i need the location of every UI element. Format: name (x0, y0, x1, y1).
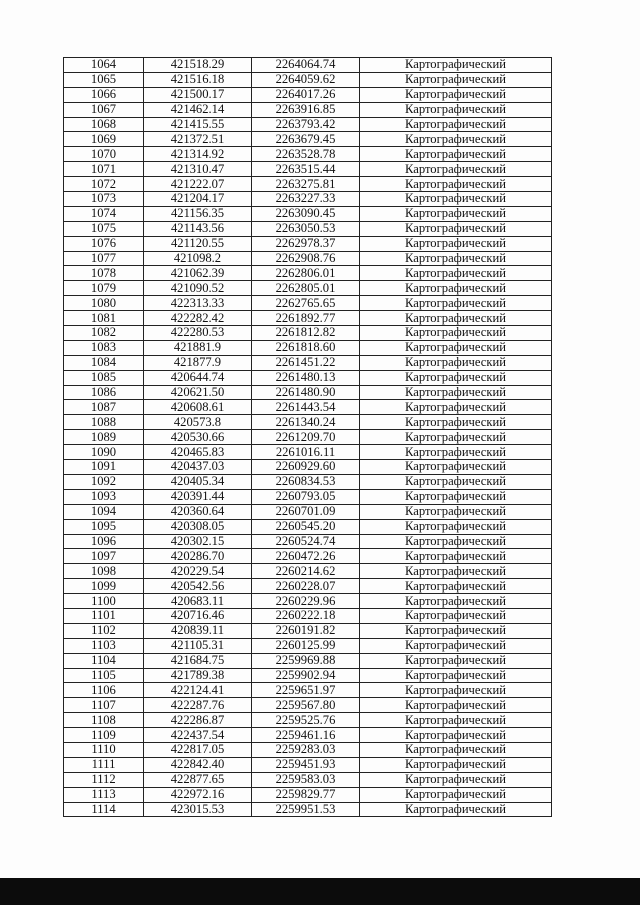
coordinates-table-body (64, 58, 552, 817)
method-cell: Картографический (360, 132, 552, 147)
method-cell: Картографический (360, 534, 552, 549)
table-row (64, 430, 552, 445)
table-row (64, 370, 552, 385)
method-cell: Картографический (360, 311, 552, 326)
y-coordinate-cell: 2264059.62 (252, 72, 360, 87)
x-coordinate-cell: 422287.76 (144, 698, 252, 713)
table-row (64, 564, 552, 579)
table-row (64, 177, 552, 192)
table-row (64, 206, 552, 221)
y-coordinate-cell: 2260524.74 (252, 534, 360, 549)
method-cell: Картографический (360, 296, 552, 311)
x-coordinate-cell: 422124.41 (144, 683, 252, 698)
table-row (64, 474, 552, 489)
x-coordinate-cell: 420465.83 (144, 445, 252, 460)
method-cell: Картографический (360, 638, 552, 653)
y-coordinate-cell: 2261340.24 (252, 415, 360, 430)
table-row (64, 102, 552, 117)
method-cell: Картографический (360, 102, 552, 117)
x-coordinate-cell: 422313.33 (144, 296, 252, 311)
point-number-cell: 1070 (64, 147, 144, 162)
method-cell: Картографический (360, 728, 552, 743)
x-coordinate-cell: 421462.14 (144, 102, 252, 117)
method-cell: Картографический (360, 177, 552, 192)
y-coordinate-cell: 2260125.99 (252, 638, 360, 653)
y-coordinate-cell: 2263227.33 (252, 192, 360, 207)
method-cell: Картографический (360, 385, 552, 400)
method-cell: Картографический (360, 370, 552, 385)
point-number-cell: 1072 (64, 177, 144, 192)
point-number-cell: 1082 (64, 326, 144, 341)
y-coordinate-cell: 2260545.20 (252, 519, 360, 534)
y-coordinate-cell: 2263090.45 (252, 206, 360, 221)
y-coordinate-cell: 2260793.05 (252, 489, 360, 504)
x-coordinate-cell: 421310.47 (144, 162, 252, 177)
y-coordinate-cell: 2264017.26 (252, 87, 360, 102)
method-cell: Картографический (360, 519, 552, 534)
method-cell: Картографический (360, 72, 552, 87)
point-number-cell: 1096 (64, 534, 144, 549)
point-number-cell: 1073 (64, 192, 144, 207)
x-coordinate-cell: 420621.50 (144, 385, 252, 400)
y-coordinate-cell: 2259567.80 (252, 698, 360, 713)
table-row (64, 653, 552, 668)
table-row (64, 787, 552, 802)
x-coordinate-cell: 421222.07 (144, 177, 252, 192)
point-number-cell: 1112 (64, 772, 144, 787)
x-coordinate-cell: 421881.9 (144, 340, 252, 355)
y-coordinate-cell: 2264064.74 (252, 58, 360, 73)
table-row (64, 87, 552, 102)
method-cell: Картографический (360, 87, 552, 102)
point-number-cell: 1098 (64, 564, 144, 579)
y-coordinate-cell: 2262908.76 (252, 251, 360, 266)
method-cell: Картографический (360, 236, 552, 251)
method-cell: Картографический (360, 564, 552, 579)
method-cell: Картографический (360, 326, 552, 341)
y-coordinate-cell: 2263515.44 (252, 162, 360, 177)
table-row (64, 72, 552, 87)
method-cell: Картографический (360, 802, 552, 817)
y-coordinate-cell: 2261892.77 (252, 311, 360, 326)
point-number-cell: 1109 (64, 728, 144, 743)
x-coordinate-cell: 421120.55 (144, 236, 252, 251)
point-number-cell: 1097 (64, 549, 144, 564)
y-coordinate-cell: 2259902.94 (252, 668, 360, 683)
x-coordinate-cell: 421518.29 (144, 58, 252, 73)
point-number-cell: 1088 (64, 415, 144, 430)
y-coordinate-cell: 2263050.53 (252, 221, 360, 236)
point-number-cell: 1113 (64, 787, 144, 802)
table-row (64, 251, 552, 266)
x-coordinate-cell: 421105.31 (144, 638, 252, 653)
point-number-cell: 1076 (64, 236, 144, 251)
x-coordinate-cell: 421156.35 (144, 206, 252, 221)
x-coordinate-cell: 420391.44 (144, 489, 252, 504)
method-cell: Картографический (360, 400, 552, 415)
point-number-cell: 1064 (64, 58, 144, 73)
point-number-cell: 1105 (64, 668, 144, 683)
point-number-cell: 1086 (64, 385, 144, 400)
method-cell: Картографический (360, 787, 552, 802)
point-number-cell: 1075 (64, 221, 144, 236)
table-row (64, 400, 552, 415)
method-cell: Картографический (360, 668, 552, 683)
y-coordinate-cell: 2260229.96 (252, 594, 360, 609)
x-coordinate-cell: 421877.9 (144, 355, 252, 370)
x-coordinate-cell: 420608.61 (144, 400, 252, 415)
y-coordinate-cell: 2260834.53 (252, 474, 360, 489)
method-cell: Картографический (360, 757, 552, 772)
y-coordinate-cell: 2261480.90 (252, 385, 360, 400)
y-coordinate-cell: 2261016.11 (252, 445, 360, 460)
y-coordinate-cell: 2262765.65 (252, 296, 360, 311)
table-row (64, 668, 552, 683)
table-row (64, 519, 552, 534)
x-coordinate-cell: 420716.46 (144, 608, 252, 623)
point-number-cell: 1083 (64, 340, 144, 355)
method-cell: Картографический (360, 742, 552, 757)
y-coordinate-cell: 2263275.81 (252, 177, 360, 192)
point-number-cell: 1111 (64, 757, 144, 772)
method-cell: Картографический (360, 623, 552, 638)
y-coordinate-cell: 2260214.62 (252, 564, 360, 579)
x-coordinate-cell: 421204.17 (144, 192, 252, 207)
point-number-cell: 1103 (64, 638, 144, 653)
table-row (64, 623, 552, 638)
table-row (64, 132, 552, 147)
x-coordinate-cell: 421143.56 (144, 221, 252, 236)
point-number-cell: 1101 (64, 608, 144, 623)
table-row (64, 192, 552, 207)
method-cell: Картографический (360, 579, 552, 594)
y-coordinate-cell: 2259951.53 (252, 802, 360, 817)
method-cell: Картографический (360, 147, 552, 162)
y-coordinate-cell: 2261480.13 (252, 370, 360, 385)
method-cell: Картографический (360, 340, 552, 355)
table-row (64, 385, 552, 400)
point-number-cell: 1079 (64, 281, 144, 296)
y-coordinate-cell: 2260472.26 (252, 549, 360, 564)
point-number-cell: 1093 (64, 489, 144, 504)
point-number-cell: 1102 (64, 623, 144, 638)
table-row (64, 742, 552, 757)
y-coordinate-cell: 2259283.03 (252, 742, 360, 757)
method-cell: Картографический (360, 713, 552, 728)
y-coordinate-cell: 2261812.82 (252, 326, 360, 341)
method-cell: Картографический (360, 608, 552, 623)
x-coordinate-cell: 420530.66 (144, 430, 252, 445)
x-coordinate-cell: 420437.03 (144, 460, 252, 475)
y-coordinate-cell: 2262806.01 (252, 266, 360, 281)
method-cell: Картографический (360, 430, 552, 445)
method-cell: Картографический (360, 415, 552, 430)
point-number-cell: 1107 (64, 698, 144, 713)
table-row (64, 281, 552, 296)
point-number-cell: 1067 (64, 102, 144, 117)
method-cell: Картографический (360, 162, 552, 177)
x-coordinate-cell: 422972.16 (144, 787, 252, 802)
y-coordinate-cell: 2263679.45 (252, 132, 360, 147)
x-coordinate-cell: 420286.70 (144, 549, 252, 564)
table-row (64, 340, 552, 355)
x-coordinate-cell: 421684.75 (144, 653, 252, 668)
point-number-cell: 1065 (64, 72, 144, 87)
point-number-cell: 1089 (64, 430, 144, 445)
table-row (64, 355, 552, 370)
y-coordinate-cell: 2260701.09 (252, 504, 360, 519)
table-row (64, 460, 552, 475)
table-row (64, 579, 552, 594)
x-coordinate-cell: 422817.05 (144, 742, 252, 757)
point-number-cell: 1068 (64, 117, 144, 132)
x-coordinate-cell: 423015.53 (144, 802, 252, 817)
table-row (64, 58, 552, 73)
coordinates-table (63, 57, 552, 817)
method-cell: Картографический (360, 445, 552, 460)
table-row (64, 221, 552, 236)
table-row (64, 683, 552, 698)
x-coordinate-cell: 421372.51 (144, 132, 252, 147)
method-cell: Картографический (360, 772, 552, 787)
table-row (64, 266, 552, 281)
table-row (64, 117, 552, 132)
method-cell: Картографический (360, 504, 552, 519)
x-coordinate-cell: 421098.2 (144, 251, 252, 266)
x-coordinate-cell: 421090.52 (144, 281, 252, 296)
point-number-cell: 1077 (64, 251, 144, 266)
x-coordinate-cell: 420573.8 (144, 415, 252, 430)
y-coordinate-cell: 2259583.03 (252, 772, 360, 787)
y-coordinate-cell: 2259969.88 (252, 653, 360, 668)
x-coordinate-cell: 421789.38 (144, 668, 252, 683)
x-coordinate-cell: 420302.15 (144, 534, 252, 549)
x-coordinate-cell: 422280.53 (144, 326, 252, 341)
point-number-cell: 1091 (64, 460, 144, 475)
method-cell: Картографический (360, 221, 552, 236)
scan-bottom-edge (0, 878, 640, 905)
table-row (64, 504, 552, 519)
table-row (64, 728, 552, 743)
point-number-cell: 1090 (64, 445, 144, 460)
point-number-cell: 1094 (64, 504, 144, 519)
y-coordinate-cell: 2261443.54 (252, 400, 360, 415)
x-coordinate-cell: 420360.64 (144, 504, 252, 519)
method-cell: Картографический (360, 683, 552, 698)
x-coordinate-cell: 421062.39 (144, 266, 252, 281)
y-coordinate-cell: 2261209.70 (252, 430, 360, 445)
table-row (64, 713, 552, 728)
method-cell: Картографический (360, 474, 552, 489)
method-cell: Картографический (360, 251, 552, 266)
x-coordinate-cell: 420405.34 (144, 474, 252, 489)
method-cell: Картографический (360, 281, 552, 296)
y-coordinate-cell: 2263793.42 (252, 117, 360, 132)
x-coordinate-cell: 421314.92 (144, 147, 252, 162)
point-number-cell: 1114 (64, 802, 144, 817)
y-coordinate-cell: 2262805.01 (252, 281, 360, 296)
y-coordinate-cell: 2260228.07 (252, 579, 360, 594)
point-number-cell: 1100 (64, 594, 144, 609)
method-cell: Картографический (360, 653, 552, 668)
table-row (64, 311, 552, 326)
x-coordinate-cell: 422877.65 (144, 772, 252, 787)
x-coordinate-cell: 420644.74 (144, 370, 252, 385)
method-cell: Картографический (360, 192, 552, 207)
y-coordinate-cell: 2260929.60 (252, 460, 360, 475)
point-number-cell: 1099 (64, 579, 144, 594)
x-coordinate-cell: 422842.40 (144, 757, 252, 772)
y-coordinate-cell: 2261818.60 (252, 340, 360, 355)
table-row (64, 594, 552, 609)
table-row (64, 489, 552, 504)
method-cell: Картографический (360, 698, 552, 713)
table-row (64, 162, 552, 177)
method-cell: Картографический (360, 355, 552, 370)
x-coordinate-cell: 420683.11 (144, 594, 252, 609)
method-cell: Картографический (360, 117, 552, 132)
point-number-cell: 1080 (64, 296, 144, 311)
point-number-cell: 1081 (64, 311, 144, 326)
x-coordinate-cell: 422282.42 (144, 311, 252, 326)
x-coordinate-cell: 420229.54 (144, 564, 252, 579)
table-row (64, 326, 552, 341)
table-row (64, 698, 552, 713)
table-row (64, 236, 552, 251)
y-coordinate-cell: 2263528.78 (252, 147, 360, 162)
method-cell: Картографический (360, 549, 552, 564)
method-cell: Картографический (360, 266, 552, 281)
y-coordinate-cell: 2260191.82 (252, 623, 360, 638)
y-coordinate-cell: 2259451.93 (252, 757, 360, 772)
x-coordinate-cell: 422437.54 (144, 728, 252, 743)
table-row (64, 772, 552, 787)
method-cell: Картографический (360, 489, 552, 504)
table-row (64, 802, 552, 817)
table-row (64, 757, 552, 772)
table-row (64, 638, 552, 653)
y-coordinate-cell: 2262978.37 (252, 236, 360, 251)
point-number-cell: 1074 (64, 206, 144, 221)
point-number-cell: 1106 (64, 683, 144, 698)
point-number-cell: 1095 (64, 519, 144, 534)
point-number-cell: 1087 (64, 400, 144, 415)
x-coordinate-cell: 420308.05 (144, 519, 252, 534)
point-number-cell: 1071 (64, 162, 144, 177)
point-number-cell: 1110 (64, 742, 144, 757)
point-number-cell: 1104 (64, 653, 144, 668)
y-coordinate-cell: 2261451.22 (252, 355, 360, 370)
table-row (64, 296, 552, 311)
method-cell: Картографический (360, 460, 552, 475)
point-number-cell: 1084 (64, 355, 144, 370)
point-number-cell: 1092 (64, 474, 144, 489)
table-row (64, 608, 552, 623)
x-coordinate-cell: 421500.17 (144, 87, 252, 102)
y-coordinate-cell: 2259525.76 (252, 713, 360, 728)
y-coordinate-cell: 2259829.77 (252, 787, 360, 802)
y-coordinate-cell: 2263916.85 (252, 102, 360, 117)
x-coordinate-cell: 422286.87 (144, 713, 252, 728)
method-cell: Картографический (360, 58, 552, 73)
x-coordinate-cell: 421415.55 (144, 117, 252, 132)
y-coordinate-cell: 2259461.16 (252, 728, 360, 743)
point-number-cell: 1078 (64, 266, 144, 281)
x-coordinate-cell: 420542.56 (144, 579, 252, 594)
method-cell: Картографический (360, 594, 552, 609)
method-cell: Картографический (360, 206, 552, 221)
point-number-cell: 1085 (64, 370, 144, 385)
x-coordinate-cell: 420839.11 (144, 623, 252, 638)
y-coordinate-cell: 2259651.97 (252, 683, 360, 698)
point-number-cell: 1108 (64, 713, 144, 728)
point-number-cell: 1066 (64, 87, 144, 102)
table-row (64, 549, 552, 564)
table-row (64, 534, 552, 549)
x-coordinate-cell: 421516.18 (144, 72, 252, 87)
table-row (64, 415, 552, 430)
point-number-cell: 1069 (64, 132, 144, 147)
y-coordinate-cell: 2260222.18 (252, 608, 360, 623)
table-row (64, 445, 552, 460)
table-row (64, 147, 552, 162)
